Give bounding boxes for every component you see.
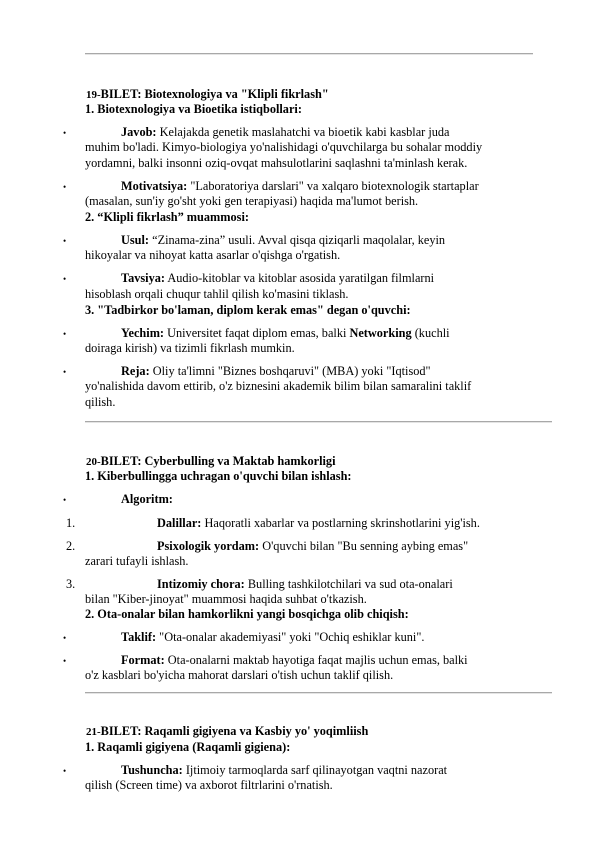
list-number: 3.: [66, 577, 76, 591]
ticket-19-item-javob: Javob: Kelajakda genetik maslahatchi va bioetik kabi kasblar juda: [121, 125, 450, 139]
ticket-19-item-motivatsiya-line-2: (masalan, sun'iy go'sht yoki gen terapiyasi) haqida ma'lumot berish.: [85, 194, 419, 208]
ticket-19-item-reja: Reja: Oliy ta'limni "Biznes boshqaruvi" (MBA) yoki "Iqtisod": [121, 364, 431, 378]
section-divider: [85, 692, 552, 694]
ticket-21-item-tushuncha-line-2: qilish (Screen time) va axborot filtrlarini o'rnatish.: [85, 778, 333, 792]
bullet-icon: •: [63, 274, 67, 284]
ticket-21-heading-1: 1. Raqamli gigiyena (Raqamli gigiena):: [85, 740, 291, 754]
bullet-icon: •: [63, 236, 67, 246]
ticket-21-title: 21-BILET: Raqamli gigiyena va Kasbiy yo' yoqimliish: [86, 724, 369, 738]
ticket-19-heading-2: 2. “Klipli fikrlash” muammosi:: [85, 210, 249, 224]
ticket-19-item-motivatsiya: Motivatsiya: "Laboratoriya darslari" va xalqaro biotexnologik startaplar: [121, 179, 479, 193]
bullet-icon: •: [63, 182, 67, 192]
ticket-20-heading-2: 2. Ota-onalar bilan hamkorlikni yangi bosqichga olib chiqish:: [85, 607, 409, 621]
ticket-19-item-tavsiya: Tavsiya: Audio-kitoblar va kitoblar asosida yaratilgan filmlarni: [121, 271, 435, 285]
bullet-icon: •: [63, 766, 67, 776]
ticket-20-item-format-line-2: o'z kasblari bo'yicha mahorat darslari o'tish uchun taklif qilish.: [85, 668, 394, 682]
ticket-19-item-javob-line-2: muhim bo'ladi. Kimyo-biologiya yo'nalishidagi o'quvchilarga bu sohalar moddiy: [85, 140, 483, 154]
ticket-20-step-dalillar: Dalillar: Haqoratli xabarlar va postlarning skrinshotlarini yig'ish.: [157, 516, 480, 530]
section-divider: [85, 421, 552, 423]
ticket-21-item-tushuncha: Tushuncha: Ijtimoiy tarmoqlarda sarf qilinayotgan vaqtni nazorat: [121, 763, 448, 777]
ticket-19-item-yechim: Yechim: Universitet faqat diplom emas, balki Networking (kuchli: [121, 326, 450, 340]
ticket-19-item-reja-line-2: yo'nalishida davom ettirib, o'z biznesini akademik bilim bilan samaralini taklif: [85, 379, 472, 393]
ticket-19-item-yechim-line-2: doiraga kirish) va tizimli fikrlash mumkin.: [85, 341, 295, 355]
ticket-20-step-psixologik: Psixologik yordam: O'quvchi bilan "Bu senning aybing emas": [157, 539, 469, 553]
bullet-icon: •: [63, 656, 67, 666]
ticket-20-step-intizomiy: Intizomiy chora: Bulling tashkilotchilari va sud ota-onalari: [157, 577, 453, 591]
ticket-20-item-taklif: Taklif: "Ota-onalar akademiyasi" yoki "Ochiq eshiklar kuni".: [121, 630, 425, 644]
ticket-20-item-algoritm: Algoritm:: [121, 492, 173, 506]
list-number: 2.: [66, 539, 76, 553]
ticket-20-step-psixologik-line-2: zarari tufayli ishlash.: [85, 554, 189, 568]
bullet-icon: •: [63, 495, 67, 505]
ticket-19-title: 19-BILET: Biotexnologiya va "Klipli fikrlash": [86, 87, 329, 101]
ticket-20-item-format: Format: Ota-onalarni maktab hayotiga faqat majlis uchun emas, balki: [121, 653, 468, 667]
ticket-19-item-javob-line-3: yordamni, balki insonni oziq-ovqat mahsulotlarini saqlashni ta'minlash kerak.: [85, 156, 468, 170]
bullet-icon: •: [63, 367, 67, 377]
ticket-19-heading-1: 1. Biotexnologiya va Bioetika istiqbollari:: [85, 102, 302, 116]
ticket-20-heading-1: 1. Kiberbullingga uchragan o'quvchi bilan ishlash:: [85, 469, 352, 483]
ticket-19-item-reja-line-3: qilish.: [85, 395, 116, 409]
ticket-20-step-intizomiy-line-2: bilan "Kiber-jinoyat" muammosi haqida suhbat o'tkazish.: [85, 592, 367, 606]
ticket-19-heading-3: 3. "Tadbirkor bo'laman, diplom kerak emas" degan o'quvchi:: [85, 303, 411, 317]
bullet-icon: •: [63, 128, 67, 138]
ticket-19-item-usul: Usul: “Zinama-zina” usuli. Avval qisqa qiziqarli maqolalar, keyin: [121, 233, 446, 247]
list-number: 1.: [66, 516, 76, 530]
ticket-20-title: 20-BILET: Cyberbulling va Maktab hamkorligi: [86, 454, 336, 468]
top-divider: [85, 53, 533, 55]
bullet-icon: •: [63, 329, 67, 339]
ticket-19-item-usul-line-2: hikoyalar va nihoyat katta asarlar o'qishga o'rgatish.: [85, 248, 341, 262]
bullet-icon: •: [63, 633, 67, 643]
ticket-19-item-tavsiya-line-2: hisoblash orqali chuqur tahlil qilish ko'masini tiklash.: [85, 287, 349, 301]
